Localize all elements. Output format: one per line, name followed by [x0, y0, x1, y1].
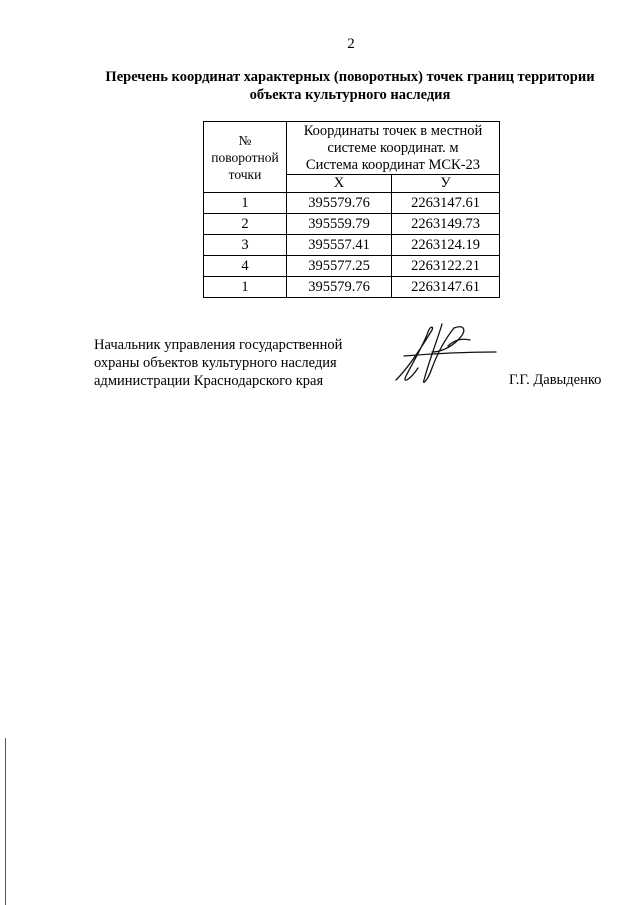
position-line-2: охраны объектов культурного наследия: [94, 355, 337, 371]
header-num-line-2: поворотной: [211, 149, 279, 165]
position-line-1: Начальник управления государственной: [94, 337, 343, 353]
cell-x: 395559.79: [287, 214, 392, 235]
table-row: [204, 277, 500, 298]
cell-y: 2263122.21: [392, 256, 500, 277]
header-y: У: [392, 175, 500, 193]
header-coord-line-2: системе координат. м: [327, 139, 459, 156]
cell-y: 2263149.73: [392, 214, 500, 235]
signer-name: Г.Г. Давыденко: [509, 372, 602, 388]
header-num-line-3: точки: [228, 166, 262, 182]
page-number: 2: [347, 36, 355, 52]
cell-y: 2263147.61: [392, 277, 500, 298]
header-x: Х: [287, 175, 392, 193]
scan-margin-line: [5, 738, 6, 905]
cell-x: 395579.76: [287, 193, 392, 214]
table-row: [204, 256, 500, 277]
cell-point-number: 2: [204, 214, 287, 235]
signer-position: [94, 336, 342, 390]
cell-x: 395579.76: [287, 277, 392, 298]
handwritten-signature: [384, 318, 504, 390]
header-num-line-1: №: [238, 132, 252, 148]
table-row: [204, 214, 500, 235]
document-title: [60, 68, 639, 104]
coordinates-table: [203, 121, 500, 298]
header-coordinates: [287, 122, 500, 175]
table-row: [204, 193, 500, 214]
header-coord-line-1: Координаты точек в местной: [303, 122, 483, 139]
cell-point-number: 1: [204, 277, 287, 298]
title-line-2: объекта культурного наследия: [249, 87, 451, 103]
table-row: [204, 235, 500, 256]
cell-point-number: 1: [204, 193, 287, 214]
cell-x: 395577.25: [287, 256, 392, 277]
cell-point-number: 3: [204, 235, 287, 256]
cell-x: 395557.41: [287, 235, 392, 256]
position-line-3: администрации Краснодарского края: [94, 373, 324, 389]
header-coord-line-3: Система координат МСК-23: [305, 156, 481, 173]
cell-y: 2263124.19: [392, 235, 500, 256]
title-line-1: Перечень координат характерных (поворотных) точек границ территории: [105, 69, 595, 85]
header-point-number: [204, 122, 287, 193]
cell-y: 2263147.61: [392, 193, 500, 214]
cell-point-number: 4: [204, 256, 287, 277]
